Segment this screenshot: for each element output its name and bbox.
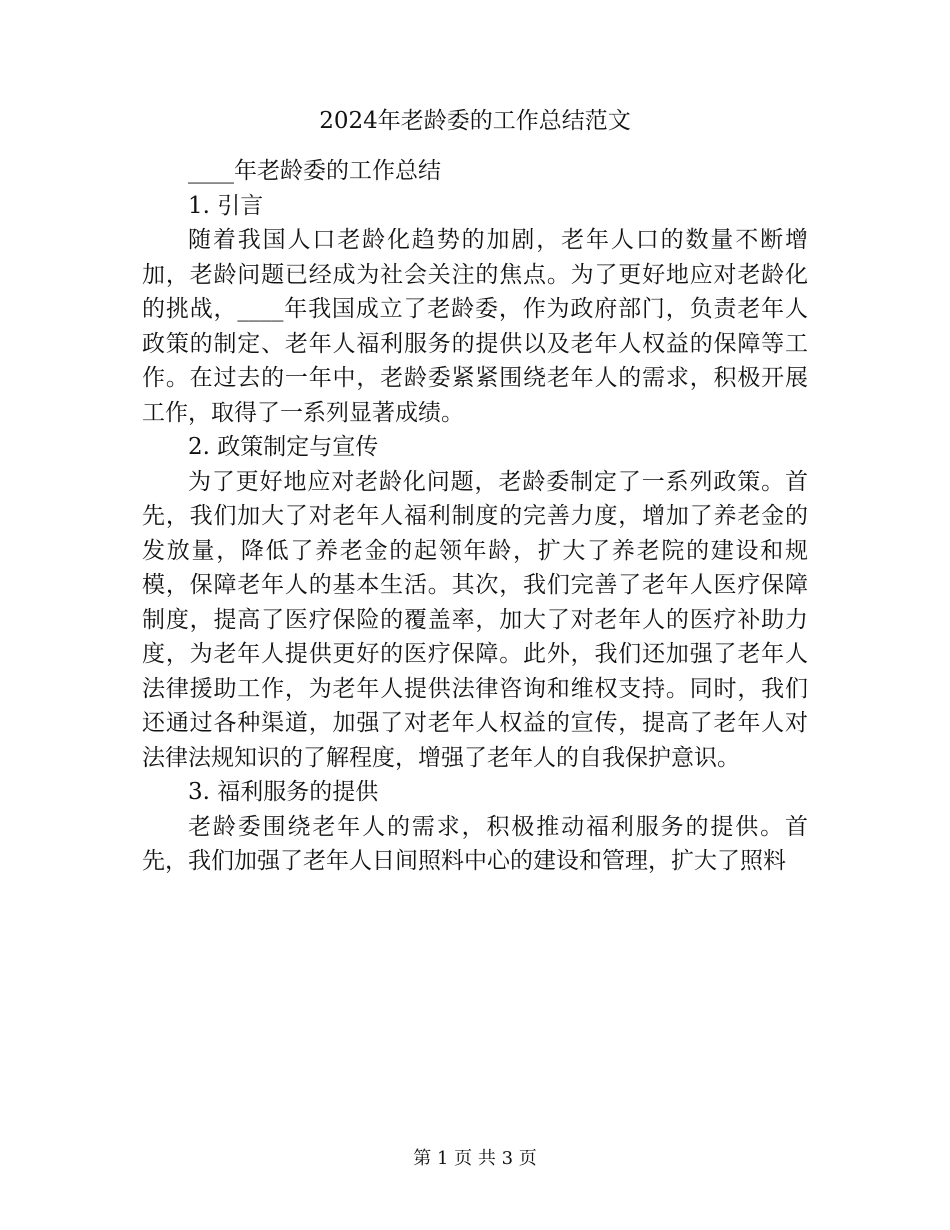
paragraph: 为了更好地应对老龄化问题，老龄委制定了一系列政策。首先，我们加大了对老年人福利制度的完善力度，增加了养老金的发放量，降低了养老金的起领年龄，扩大了养老院的建设和规模，保障老年人的基本生活。其次，我们完善了老年人医疗保障制度，提高了医疗保险的覆盖率，加大了对老年人的医疗补助力度，为老年人提供更好的医疗保障。此外，我们还加强了老年人法律援助工作，为老年人提供法律咨询和维权支持。同时，我们还通过各种渠道，加强了对老年人权益的宣传，提高了老年人对法律法规知识的了解程度，增强了老年人的自我保护意识。 [142, 468, 808, 771]
document-title: 2024年老龄委的工作总结范文 [319, 108, 631, 134]
paragraph: 老龄委围绕老年人的需求，积极推动福利服务的提供。首先，我们加强了老年人日间照料中心的建设和管理，扩大了照料 [142, 813, 808, 874]
page-number-label: 第 1 页 共 3 页 [413, 1148, 537, 1169]
paragraph: 随着我国人口老龄化趋势的加剧，老年人口的数量不断增加，老龄问题已经成为社会关注的焦点。为了更好地应对老龄化的挑战，____年我国成立了老龄委，作为政府部门，负责老年人政策的制定、老年人福利服务的提供以及老年人权益的保障等工作。在过去的一年中，老龄委紧紧围绕老年人的需求，积极开展工作，取得了一系列显著成绩。 [142, 227, 808, 426]
document-body [142, 154, 808, 879]
section-heading: 1. 引言 [188, 192, 264, 219]
section-heading: 3. 福利服务的提供 [188, 779, 379, 805]
page-footer [0, 1147, 950, 1171]
document-subtitle: ____年老龄委的工作总结 [188, 158, 441, 184]
section-heading: 2. 政策制定与宣传 [188, 434, 379, 460]
